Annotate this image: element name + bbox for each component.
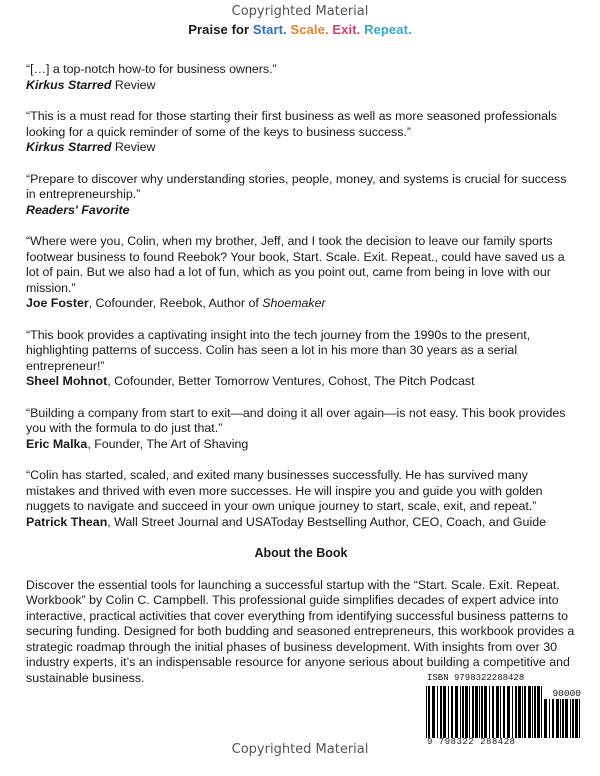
barcode-stripe bbox=[496, 686, 499, 738]
barcode-stripe bbox=[549, 699, 550, 738]
praise-word-start: Start. bbox=[252, 22, 287, 37]
praise-heading bbox=[0, 22, 600, 37]
barcode-stripe bbox=[575, 699, 578, 738]
review-attribution bbox=[26, 296, 576, 312]
barcode-stripe bbox=[448, 686, 449, 738]
review bbox=[26, 234, 576, 312]
review bbox=[26, 109, 576, 156]
isbn-label: ISBN 9798322288428 bbox=[427, 673, 525, 683]
review-attribution bbox=[26, 515, 576, 531]
barcode-addon-bars bbox=[544, 699, 582, 738]
reviewer-name: Eric Malka bbox=[26, 436, 88, 451]
review-quote: “This is a must read for those starting their first business as well as more seasoned professionals looking for a quick reminder of some of the keys to business success.” bbox=[26, 109, 557, 139]
review-quote: “[…] a top-notch how-to for business owners.” bbox=[26, 62, 277, 76]
barcode-stripe bbox=[512, 686, 513, 738]
review-attribution bbox=[26, 437, 576, 453]
praise-word-scale: Scale. bbox=[290, 22, 329, 37]
barcode-stripe bbox=[479, 686, 480, 738]
review-attribution bbox=[26, 78, 576, 94]
review-attribution bbox=[26, 374, 576, 390]
barcode-stripe bbox=[455, 686, 458, 738]
barcode-stripe bbox=[428, 686, 430, 738]
review-quote: “Colin has started, scaled, and exited many businesses successfully. He has survived many mistakes and thrived with even more successes. He will inspire you and guide you with golden nuggets to navigate and succeed in your own unique journey to start, scale, exit, and repeat.” bbox=[26, 468, 543, 513]
barcode-stripe bbox=[469, 686, 470, 738]
barcode-stripe bbox=[528, 686, 531, 738]
reviewer-book-title: Shoemaker bbox=[262, 296, 326, 310]
reviewer-role: Review bbox=[111, 140, 156, 154]
barcode-stripe bbox=[562, 699, 564, 738]
barcode-stripe bbox=[460, 686, 461, 738]
barcode-stripe bbox=[515, 686, 517, 738]
barcode-stripe bbox=[556, 699, 559, 738]
reviewer-name: Kirkus Starred bbox=[26, 77, 112, 92]
barcode-stripe bbox=[544, 699, 547, 738]
barcode-stripe bbox=[500, 686, 501, 738]
watermark-top: Copyrighted Material bbox=[231, 4, 369, 19]
praise-prefix: Praise for bbox=[188, 22, 253, 37]
reviewer-name: Sheel Mohnot bbox=[26, 374, 108, 388]
price-code: 90000 bbox=[552, 688, 581, 699]
barcode-stripe bbox=[518, 686, 521, 738]
reviewer-name: Kirkus Starred bbox=[26, 140, 112, 154]
barcode-stripe bbox=[489, 686, 490, 738]
reviewer-name: Patrick Thean bbox=[26, 514, 108, 529]
watermark-bottom: Copyrighted Material bbox=[231, 742, 369, 757]
barcode-stripe bbox=[507, 686, 510, 738]
barcode-stripe bbox=[524, 686, 526, 738]
barcode-stripe bbox=[572, 699, 574, 738]
reviewer-role: , Cofounder, Reebok, Author of bbox=[88, 296, 263, 310]
barcode-stripe bbox=[522, 686, 523, 738]
barcode-bars bbox=[426, 686, 542, 738]
barcode-stripe bbox=[437, 686, 438, 738]
barcode-stripe bbox=[541, 686, 542, 738]
review-quote: “Prepare to discover why understanding stories, people, money, and systems is crucial for success in entrepreneurship.” bbox=[26, 171, 567, 201]
review-attribution bbox=[26, 203, 576, 219]
reviewer-role: Review bbox=[111, 77, 156, 92]
praise-word-exit: Exit. bbox=[332, 22, 361, 37]
barcode-stripe bbox=[552, 699, 554, 738]
review-quote: “Where were you, Colin, when my brother, Jeff, and I took the decision to leave our family sports footwear business to found Reebok? Your book, Start. Scale. Exit. Repeat., could have saved us a lot of pain. But we also had a lot of fun, which as you point out, came from being in love with our mission.” bbox=[26, 234, 565, 295]
reviewer-name: Joe Foster bbox=[26, 296, 89, 310]
barcode-stripe bbox=[534, 686, 536, 738]
about-heading: About the Book bbox=[254, 546, 348, 560]
reviewer-role: , Cofounder, Better Tomorrow Ventures, Cohost, The Pitch Podcast bbox=[107, 374, 475, 388]
back-cover-content bbox=[26, 62, 576, 686]
reviewer-name: Readers' Favorite bbox=[26, 202, 130, 217]
review bbox=[26, 328, 576, 390]
barcode-stripe bbox=[475, 686, 478, 738]
praise-word-repeat: Repeat. bbox=[364, 22, 412, 37]
about-body: Discover the essential tools for launching a successful startup with the “Start. Scale. Exit. Repeat. Workbook” by Colin C. Campbell. This professional guide simplifies decades of expert advice into interactive, practical activities that cover everything from identifying successful business patterns to securing funding. Designed for both budding and seasoned entrepreneurs, this workbook provides a strategic roadmap through the initial phases of business development. With insights from over 30 industry experts, it’s an indispensable resource for anyone serious about building a competitive and sustainable business. bbox=[26, 577, 575, 685]
barcode-stripe bbox=[426, 686, 427, 738]
barcode-stripe bbox=[565, 699, 568, 738]
review-attribution bbox=[26, 140, 576, 156]
review-quote: “Building a company from start to exit—and doing it all over again—is not easy. This book provides you with the formula to do just that.” bbox=[26, 405, 566, 435]
barcode-stripe bbox=[560, 699, 561, 738]
barcode-stripe bbox=[503, 686, 505, 738]
review bbox=[26, 406, 576, 453]
barcode-stripe bbox=[440, 686, 442, 738]
barcode-stripe bbox=[537, 686, 540, 738]
review bbox=[26, 62, 576, 93]
barcode-stripe bbox=[579, 699, 580, 738]
barcode-stripe bbox=[484, 686, 487, 738]
review bbox=[26, 468, 576, 530]
barcode-stripe bbox=[481, 686, 483, 738]
isbn-barcode bbox=[423, 673, 585, 749]
review bbox=[26, 172, 576, 219]
barcode-stripe bbox=[443, 686, 446, 738]
barcode-stripe bbox=[432, 686, 435, 738]
barcode-stripe bbox=[465, 686, 468, 738]
barcode-stripe bbox=[492, 686, 494, 738]
barcode-stripe bbox=[472, 686, 474, 738]
reviewer-role: , Wall Street Journal and USAToday Bestselling Author, CEO, Coach, and Guide bbox=[107, 514, 546, 529]
reviewer-role: , Founder, The Art of Shaving bbox=[87, 436, 249, 451]
barcode-stripe bbox=[532, 686, 533, 738]
barcode-stripe bbox=[570, 699, 571, 738]
barcode-stripe bbox=[462, 686, 464, 738]
review-quote: “This book provides a captivating insight into the tech journey from the 1990s to the present, highlighting patterns of success. Colin has seen a lot in his more than 30 years as a serial entrepreneur!” bbox=[26, 327, 531, 373]
barcode-digits: 9 798322 288428 bbox=[427, 737, 516, 747]
barcode-stripe bbox=[451, 686, 453, 738]
